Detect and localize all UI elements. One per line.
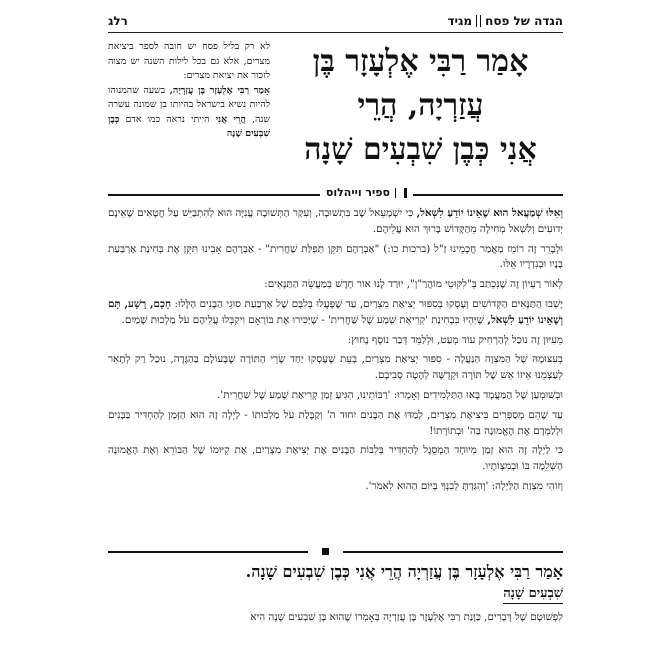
- running-title-section: מגיד: [447, 14, 473, 28]
- body-paragraph: בְּעִצּוּמָהּ שֶׁל הַמִּצְוָה הַנַּעֲלָה - סִפּוּר יְצִיאַת מִצְרַיִם, בְּעֵת שֶׁעָסְקוּ יַחַד שָׂרֵי הַתּוֹרָה שֶׁבָּעוֹלָם בַּהַגָּדָה, נוּכַל רַק לְתָאֵר לְעַצְמֵנוּ אֵיזוֹ אֵשׁ שֶׁל תּוֹרָה וּקְדֻשָּׁה לְהָטָה סְבִיבָם.: [108, 353, 563, 382]
- body-paragraph: [108, 297, 563, 329]
- main-quote: [278, 40, 563, 172]
- side-bold-1: אָמַר רַבִּי אֶלְעָזָר בֶּן עֲזַרְיָה,: [169, 84, 270, 96]
- book-page: [108, 10, 563, 650]
- section-label: [320, 186, 413, 199]
- closing-text: לִפְשׁוּטָם שֶׁל דְּבָרִים, כַּוָּנַת רַבִּי אֶלְעָזָר בֶּן עֲזַרְיָה בְּאָמְרוֹ שֶׁהוּא בֶּן שִׁבְעִים שָׁנָה הִיא: [250, 611, 563, 623]
- running-title-haggadah: הגדה של פסח: [485, 14, 563, 28]
- side-bold-3: כְּבֶן שִׁבְעִים שָׁנָה: [108, 113, 270, 139]
- main-quote-line-3: אֲנִי כְּבֶן שִׁבְעִים שָׁנָה: [304, 132, 537, 167]
- body-paragraph: כִּי לַיְלָה זֶה הוּא זְמַן מְיוּחָד הַמְסֻגָּל לְהַחְדִּיר בְּלִבּוֹת הַבָּנִים אֶת יְצִיאַת מִצְרַיִם, אֶת קִיּוּמוֹ שֶׁל הַבּוֹרֵא וְאֶת הָאֱמוּנָה הַשְּׁלֵמָה בּוֹ וּבְמִצְוֹתָיו.: [108, 444, 563, 473]
- body-paragraph: לְאוֹר רַעְיוֹן זֶה שֶׁנִּכְתַּב בְּ"לִקּוּטֵי מוֹהֲרַ"ן", יוּרַד לָנוּ אוֹר חָדָשׁ בְּמַעֲשֵׂה הַתַּנָּאִים:: [264, 278, 563, 291]
- quote-heading: אָמַר רַבִּי אֶלְעָזָר בֶּן עֲזַרְיָה הֲרֵי אֲנִי כְּבֶן שִׁבְעִים שָׁנָה.: [245, 562, 563, 581]
- section-divider: [108, 188, 563, 202]
- sub-heading: שִׁבְעִים שָׁנָה: [503, 585, 563, 604]
- separator-square-icon: [322, 548, 329, 555]
- body-paragraph: מֵעִיּוּן זֶה נוּכַל לְהַרְחִיק עוֹד מְעַט, וּלְלַמֵּד דְּבַר נוֹסָף נֶחוּץ:: [347, 333, 563, 346]
- side-text-3: כמו אדם: [125, 113, 161, 125]
- body-paragraph: וְזוֹהִי מִצְוַת הַלַּיְלָה: 'וְהִגַּדְתָּ לְבִנְךָ בַּיּוֹם הַהוּא לֵאמֹר'.: [365, 479, 563, 492]
- page-header: [108, 10, 563, 32]
- body-paragraph: [108, 206, 563, 238]
- body-text-run: שֶׁיִּהְיוּ בִּבְחִינַת 'קְרִיאַת שְׁמַע שֶׁל שַׁחֲרִית' - שֶׁיַּכִּירוּ אֶת בּוֹרְאָם וִיקַבְּלוּ עֲלֵיהֶם עֹל מַלְכוּת שָׁמַיִם.: [121, 313, 485, 326]
- body-text-run: כִּי יִשְׁמָעֵאל שָׁב בִּתְשׁוּבָה, וְעִקַּר הַתְּשׁוּבָה עֲנִיָּה הוּא לְהִתְבַּיֵּשׁ עַל חֲטָאִים שֶׁאֵינָם יְדוּעִים וְלִשְׁאֹל מְחִילָה מֵהַקָּדוֹשׁ בָּרוּךְ הוּא עֲלֵיהֶם.: [108, 207, 563, 235]
- side-paragraph-2: [108, 84, 270, 142]
- body-text: [108, 206, 563, 499]
- body-text-run: יָשְׁבוּ הַתַּנָּאִים הַקְּדוֹשִׁים וְעָסְקוּ בְּסִפּוּר יְצִיאַת מִצְרַיִם, עַד שֶׁפָּעֲלוּ בְּלִבָּם שֶׁל אַרְבַּעַת סוּגֵי הַבָּנִים הַלָּלוּ:: [174, 297, 563, 310]
- main-quote-line-1: אָמַר רַבִּי אֶלְעָזָר בֶּן: [312, 44, 529, 79]
- side-paragraph-1: לא רק בליל פסח יש חובה לספר ביציאת מצרים, אלא גם בכל לילות השנה יש מצוה לזכור את יציאת מצרים:: [108, 41, 270, 81]
- side-text-1: בשעה שהמנוהו להיות נשיא בישראל בהיותו בן שמונה עשרה שנה,: [108, 84, 271, 125]
- section-label-text: ספיר וייהלוס: [325, 186, 390, 199]
- side-commentary: [108, 40, 270, 142]
- body-bold: חָכָם, רָשָׁע, תָּם וְשֶׁאֵינוֹ יוֹדֵעַ לִשְׁאֹל,: [108, 297, 563, 326]
- header-rule: [108, 32, 563, 33]
- separator-line-left: [108, 551, 308, 553]
- body-paragraph: וּלְבָרֵר זֶה רוֹמֵז מַאֲמַר חֲכָמֵינוּ זַ"ל (ברכות כו:) "אַבְרָהָם תִּקֵּן תְּפִלַּת שַׁחֲרִית" - אַבְרָהָם אָבִינוּ תִּקֵּן אֶת בְּחִינַת אַרְבַּעַת בָּנָיו וּבְנִדְרָיו אֵלּוּ.: [108, 242, 563, 271]
- running-title: [447, 14, 563, 28]
- side-bold-2: הֲרֵי אֲנִי: [215, 113, 246, 125]
- body-bold: וְאִלּוּ שְׁמַעֲאל הוּא שֶׁאֵינוֹ יוֹדֵעַ לִשְׁאֹל,: [416, 207, 563, 219]
- side-text-2: הייתי נראה: [166, 113, 210, 125]
- mid-separator: [108, 547, 563, 557]
- separator-line-right: [343, 551, 563, 553]
- page-number: רלג: [108, 14, 128, 28]
- body-paragraph: וּבְשׁוּמְעַן שֶׁל הַמַּעֲמָד בָּאוּ הַתַּלְמִידִים וְאָמְרוּ: 'רַבּוֹתֵינוּ, הִגִּיעַ זְמַן קְרִיאַת שְׁמַע שֶׁל שַׁחֲרִית'.: [217, 388, 563, 401]
- title-separator: [476, 15, 481, 27]
- body-paragraph: עַד שֶׁהֵם מְסַפְּרִים בִּיצִיאַת מִצְרַיִם, לְמַדּוּ אֶת הַבָּנִים יִחוּד ה' וְקַבָּלַת עֹל מַלְכוּתוֹ - לַיְלָה זֶה הוּא הַזְּמַן לְהַחְדִּיר בַּבָּנִים וּלְלַמְּדָם אֶת הָאֱמוּנָה בַּה' וּבְתוֹרָתוֹ!: [108, 408, 563, 437]
- main-quote-line-2: עֲזַרְיָה, הֲרֵי: [357, 88, 484, 123]
- divider-ornament-icon: [395, 188, 407, 198]
